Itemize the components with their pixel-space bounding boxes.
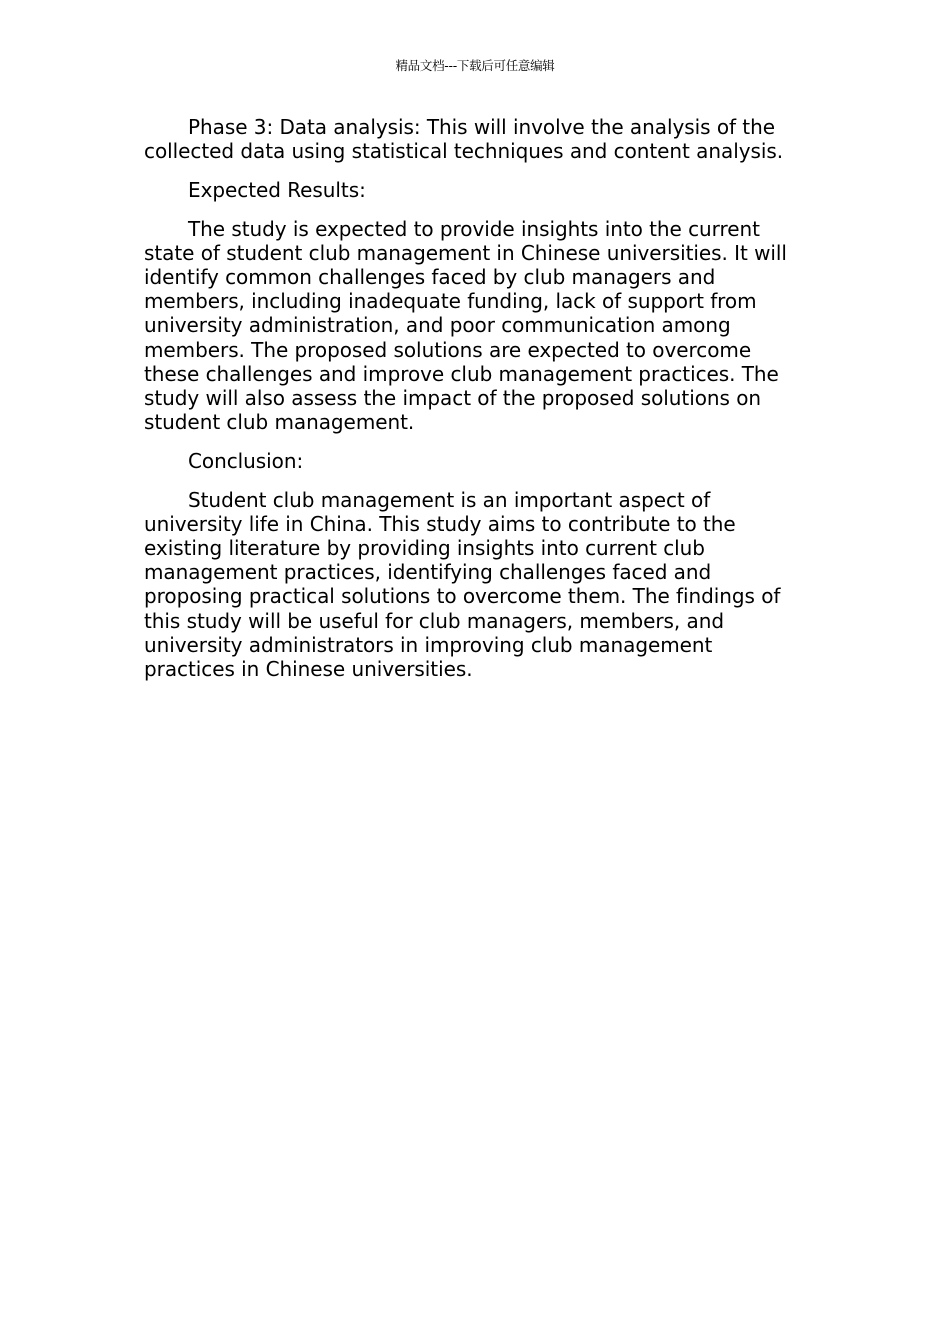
heading-expected-results: Expected Results:: [188, 177, 366, 202]
heading-conclusion: Conclusion:: [188, 448, 304, 473]
document-body: [144, 115, 808, 696]
page-header: 精品文档---下载后可任意编辑: [395, 58, 555, 73]
paragraph-expected-results: The study is expected to provide insights into the current state of student club management in Chinese universities. It will identify common challenges faced by club managers and members, including inadequate funding, lack of support from university administration, and poor communication among members. The proposed solutions are expected to overcome these challenges and improve club management practices. The study will also assess the impact of the proposed solutions on student club management.: [144, 216, 787, 435]
paragraph-conclusion: Student club management is an important aspect of university life in China. This study aims to contribute to the existing literature by providing insights into current club management practices, identifying challenges faced and proposing practical solutions to overcome them. The findings of this study will be useful for club managers, members, and university administrators in improving club management practices in Chinese universities.: [144, 487, 781, 682]
paragraph-phase-3: Phase 3: Data analysis: This will involve the analysis of the collected data using statistical techniques and content analysis.: [144, 115, 784, 164]
